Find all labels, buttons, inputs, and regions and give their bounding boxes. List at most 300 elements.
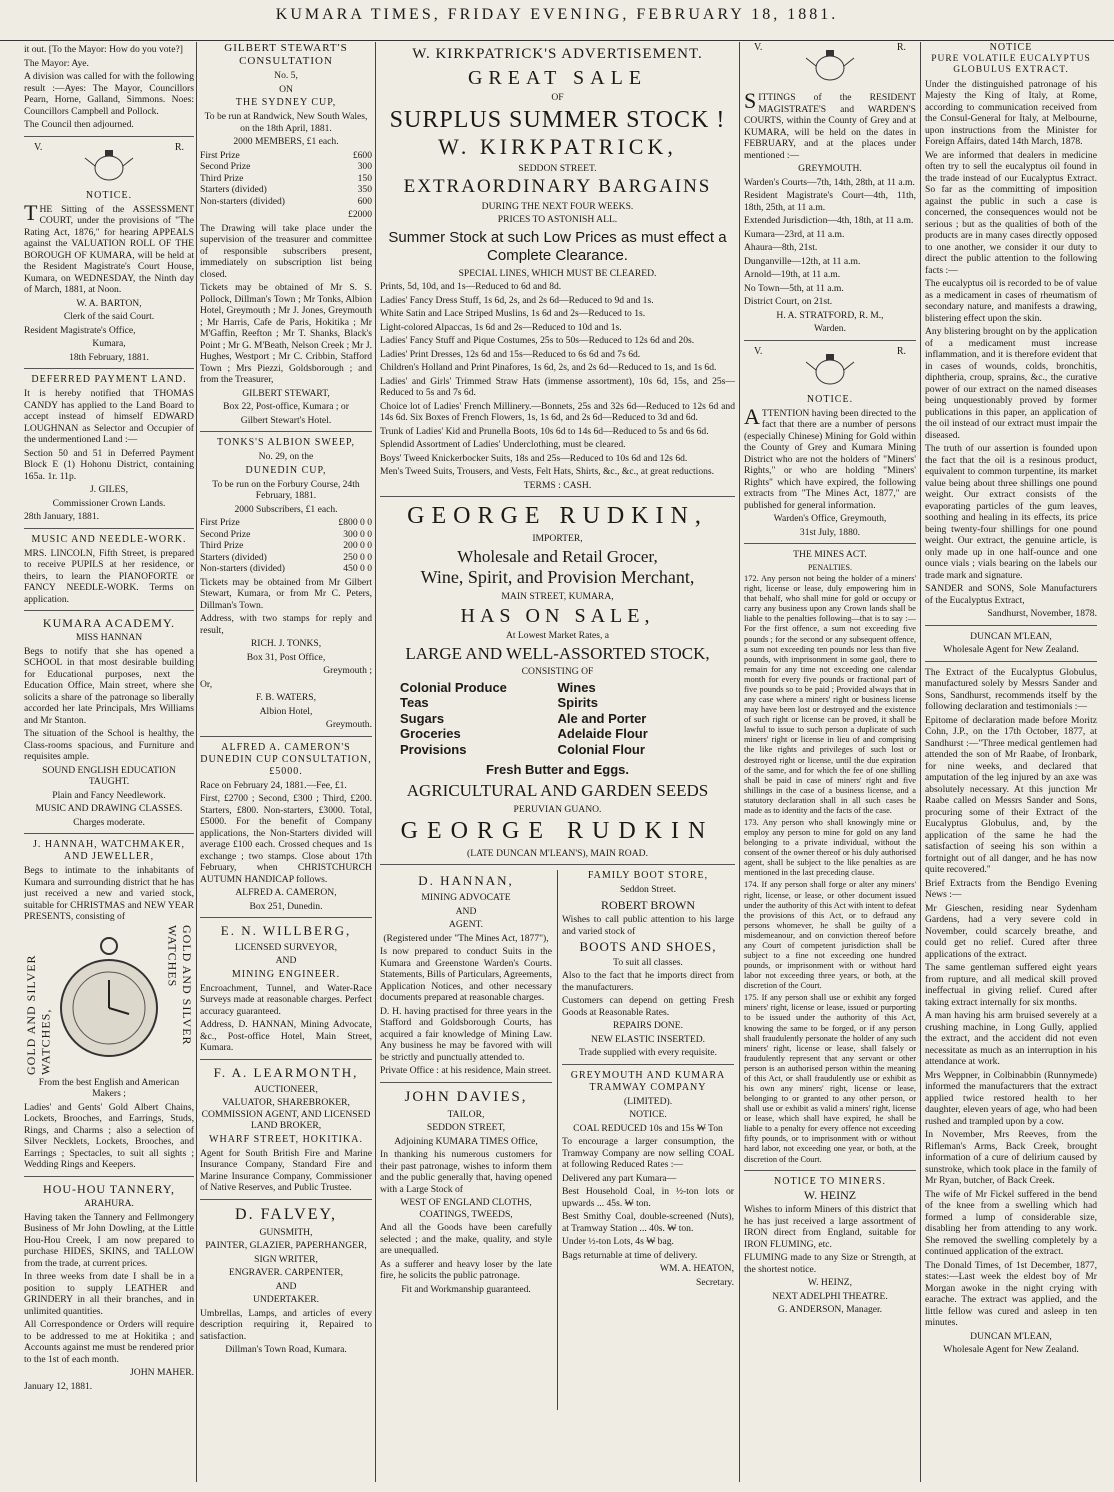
column-rule xyxy=(739,42,740,1482)
tram-ltd: (LIMITED). xyxy=(623,1095,673,1107)
prize-label: Second Prize xyxy=(200,528,251,540)
gs-no: No. 5, xyxy=(274,70,298,82)
notice-sign: 31st July, 1880. xyxy=(799,526,861,538)
notice-sign: W. A. BARTON, xyxy=(76,297,142,309)
hannan-sub: MINING ADVOCATE xyxy=(421,892,511,903)
notice-sign: Clerk of the said Court. xyxy=(63,311,155,322)
heinz-body: Wishes to inform Miners of this district that he has just received a large assortment of IRON direct from England, suitable for IRON FLUMING, etc. xyxy=(744,1204,916,1250)
price-line: Ladies' and Girls' Trimmed Straw Hats (immense assortment), 10s 6d, 15s, and 25s—Reduced to 5s and 7s 6d. xyxy=(380,375,735,399)
prize-value: 350 xyxy=(357,184,372,196)
divider xyxy=(24,833,194,834)
tonks-sign: Albion Hotel, xyxy=(259,705,313,717)
tonks-sign: Or, xyxy=(200,678,213,690)
prize-label: Starters (divided) xyxy=(200,184,267,196)
vr-heading: V. R. xyxy=(744,42,916,90)
hannan-title: D. HANNAN, xyxy=(418,873,514,889)
agent-name: DUNCAN M'LEAN, xyxy=(970,1330,1052,1342)
divider xyxy=(380,1082,552,1083)
mines-act-clause: 173. Any person who shall knowingly mine or employ any person to mine for gold on any land belonging to a private individual, without the consent of the owner thereof or his duly authorised agent, shall be subject to the like penalties as are mentioned in the last preceding clause. xyxy=(744,817,916,878)
prize-row xyxy=(200,529,372,541)
eucalyptus-sign: Sandhurst, November, 1878. xyxy=(987,608,1097,620)
cameron-body: First, £2700 ; Second, £300 ; Third, £200. Starters, £800. Non-starters, £3000. Total, £5000. For the benefit of Company applications, the Non-Starters divided will average £100 each. Crossed cheques and 1s exchange ; two stamps. Close about 17th February, when CHRISTCHURCH AUTUMN HANDICAP follows. xyxy=(200,793,372,885)
price-line: White Satin and Lace Striped Muslins, 1s 6d and 2s—Reduced to 1s. xyxy=(380,308,646,320)
prize-row xyxy=(200,563,372,575)
eucalyptus-notice: NOTICE xyxy=(989,42,1033,53)
sittings-line: No Town—5th, at 11 a.m. xyxy=(744,282,844,294)
four-weeks: DURING THE NEXT FOUR WEEKS. xyxy=(481,200,634,212)
tonks-title: TONKS'S ALBION SWEEP, xyxy=(217,437,355,449)
tram-line: Delivered any part Kumara— xyxy=(562,1172,677,1184)
prize-label: Non-starters (divided) xyxy=(200,563,285,575)
of-label: OF xyxy=(551,92,564,103)
lowest-rates: At Lowest Market Rates, a xyxy=(505,630,610,642)
sittings-sign: H. A. STRATFORD, R. M., xyxy=(776,309,884,321)
davies-body: As a sufferer and heavy loser by the late fire, he solicits the public patronage. xyxy=(380,1258,552,1281)
hannan-and: AND xyxy=(455,905,477,917)
hannan-agent: AGENT. xyxy=(448,919,484,930)
prize-value: 200 0 0 xyxy=(343,540,372,552)
sittings-sign: Warden. xyxy=(814,323,846,334)
hannan-body: D. H. having practised for three years in the Stafford and Goldsborough Courts, has acquired a fair knowledge of Mining Law. Any business he may be favored with will be strictly and punctually attended to. xyxy=(380,1005,552,1063)
boot-repairs: REPAIRS DONE. xyxy=(612,1020,683,1032)
divider xyxy=(744,543,916,544)
gs-body: The Drawing will take place under the supervision of the treasurer and committee of responsible subscribers present, immediately on subscription list being closed. xyxy=(200,222,372,280)
divider xyxy=(200,1059,372,1060)
tram-sign: WM. A. HEATON, xyxy=(659,1263,734,1275)
tonks-body: Address, with two stamps for reply and result, xyxy=(200,613,372,636)
tonks-sign: Greymouth ; xyxy=(323,665,372,677)
music-body: MRS. LINCOLN, Fifth Street, is prepared to receive PUPILS at her residence, or theirs, to learn the PIANOFORTE or FANCY NEEDLE-WORK. Terms on application. xyxy=(24,547,194,605)
sittings-line: Resident Magistrate's Court—4th, 11th, 18th, 25th, at 11 a.m. xyxy=(744,190,916,213)
boot-body: Customers can depend on getting Fresh Goods at Reasonable Rates. xyxy=(562,995,734,1018)
learmonth-address: WHARF STREET, HOKITIKA. xyxy=(209,1133,363,1145)
tannery-body: All Correspondence or Orders will require to be addressed to me at Hokitika ; and Accounts against me must be rendered prior to the 1st of each month. xyxy=(24,1319,194,1365)
price-line: Men's Tweed Suits, Trousers, and Vests, Felt Hats, Shirts, &c., &c., at great reductions. xyxy=(380,466,715,478)
davies-body: And all the Goods have been carefully selected ; and the make, quality, and style are unequalled. xyxy=(380,1222,552,1256)
royal-crest-icon xyxy=(77,146,141,186)
tonks-no: No. 29, on the xyxy=(258,451,314,463)
agent-name: DUNCAN M'LEAN, xyxy=(970,630,1052,642)
prize-row xyxy=(200,161,372,173)
boot-suit: To suit all classes. xyxy=(613,956,683,968)
academy-line: Plain and Fancy Needlework. xyxy=(52,789,166,801)
tonks-sign: RICH. J. TONKS, xyxy=(250,638,322,650)
agent-sub: Wholesale Agent for New Zealand. xyxy=(943,644,1079,656)
column-2 xyxy=(200,42,372,1482)
prize-value: £800 0 0 xyxy=(338,517,372,529)
column-4 xyxy=(744,42,916,1482)
cameron-sign: ALFRED A. CAMERON, xyxy=(235,887,337,899)
eucalyptus-body: Mr Gieschen, residing near Sydenham Gardens, had a very severe cold in November, could scarcely breathe, and could get no relief. Cured after three applications of the extract. xyxy=(925,902,1097,960)
kirkpatrick-title: W. KIRKPATRICK'S ADVERTISEMENT. xyxy=(412,46,703,62)
cameron-sign: Box 251, Dunedin. xyxy=(249,900,323,912)
tonks-body: Tickets may be obtained from Mr Gilbert Stewart, Kumara, or from Mr C. Peters, Dillman's Town. xyxy=(200,576,372,611)
davies-body: In thanking his numerous customers for their past patronage, wishes to inform them and the public generally that, having opened with a Large Stock of xyxy=(380,1149,552,1195)
divider xyxy=(24,368,194,369)
eucalyptus-body: The truth of our assertion is founded upon the fact that the oil is a resinous product, equivalent to common turpentine, its market value being about three shillings one pound weight. Our extract consists of the evaporating particles of the gum leaves, soothing and healing in its effects, its price being twenty-four shillings for one pound weight. Our extract, the genuine article, is only made up in one half-ounce and one ounce vials ; vials bearing on the labels our trade mark and signature. xyxy=(925,443,1097,581)
notice-sign: Kumara, xyxy=(92,338,126,349)
davies-title: JOHN DAVIES, xyxy=(404,1088,528,1105)
notice-sign: Resident Magistrate's Office, xyxy=(24,324,136,336)
boot-shoes: BOOTS AND SHOES, xyxy=(579,939,717,955)
column-rule xyxy=(196,42,197,1482)
gs-run: To be run at Randwick, New South Wales, on the 18th April, 1881. xyxy=(204,111,368,134)
gs-prize-table xyxy=(200,150,372,208)
prize-value: 250 0 0 xyxy=(343,551,372,563)
bargains-heading: EXTRAORDINARY BARGAINS xyxy=(403,176,712,198)
consisting-of: CONSISTING OF xyxy=(521,666,594,678)
kirkpatrick-price-list xyxy=(380,281,735,478)
on-sale: HAS ON SALE, xyxy=(460,605,655,628)
heinz-body: FLUMING made to any Size or Strength, at the shortest notice. xyxy=(744,1252,916,1275)
price-line: Ladies' Fancy Stuff and Pique Costumes, 25s to 50s—Reduced to 12s 6d and 20s. xyxy=(380,335,695,347)
prize-value: 450 0 0 xyxy=(343,563,372,575)
prize-label: Second Prize xyxy=(200,161,251,173)
eucalyptus-title: PURE VOLATILE EUCALYPTUS GLOBULUS EXTRACT. xyxy=(931,54,1091,76)
gs-total: £2000 xyxy=(348,209,372,221)
land-body: It is hereby notified that THOMAS CANDY has applied to the Land Board to accept instead of himself EDWARD LOUGHNAN as Selector and Occupier of the undermentioned Land :— xyxy=(24,388,194,445)
land-sign: 28th January, 1881. xyxy=(24,511,100,522)
sittings-body: SITTINGS of the RESIDENT MAGISTRATE'S and WARDEN'S COURTS, within the County of Grey and at KUMARA, will be held on the dates in FEBRUARY, and at the places under mentioned :— xyxy=(744,88,916,161)
miners-title: NOTICE TO MINERS. xyxy=(774,1175,886,1187)
eucalyptus-body: Epitome of declaration made before Moritz Cohn, J.P., on the 17th October, 1877, at Sandhurst :—"Three medical gentlemen had attended the son of Mr Raabe, of Ironbark, for nine weeks, and declared that amputation of the leg injured by an axe was absolutely necessary. At this junction Mr Raabe called on Messrs Sander and Sons, procuring some of their Extract of the Eucalyptus Globulus, and, by the application of the same he had the satisfaction of seeing his son within a fortnight out of all danger, and he has now quite recovered." xyxy=(925,714,1097,876)
hannan-body: Is now prepared to conduct Suits in the Kumara and Greenstone Warden's Courts. Statements, Bills of Particulars, Agreements, Application Notices, and other necessary documents prepared at reasonable charges. xyxy=(380,946,552,1003)
divider xyxy=(24,136,194,137)
divider xyxy=(24,1176,194,1177)
prize-label: Third Prize xyxy=(200,172,244,184)
heinz-sign: W. HEINZ, xyxy=(807,1277,853,1289)
divider xyxy=(200,1199,372,1200)
watch-body: Ladies' and Gents' Gold Albert Chains, Lockets, Brooches, and Earrings, Studs, Rings, and Charms ; also a selection of Silver Necklets, Lockets, Brooches, and Earrings ; Spectacles, to suit all sights ; Wedding Rings and Keepers. xyxy=(24,1101,194,1171)
watch-side-right: GOLD AND SILVER WATCHES xyxy=(165,924,194,1046)
boot-trade: Trade supplied with every requisite. xyxy=(579,1047,717,1059)
gs-cup: THE SYDNEY CUP, xyxy=(235,97,337,109)
council-line: The Mayor: Aye. xyxy=(24,57,89,69)
prize-row xyxy=(200,552,372,564)
tannery-body: Having taken the Tannery and Fellmongery Business of Mr John Dowling, at the Little Hou-Hou Creek, I am now prepared to purchase HIDES, SKINS, and TALLOW from the trade, at current prices. xyxy=(24,1211,194,1269)
price-line: Choice lot of Ladies' French Millinery.—Bonnets, 25s and 32s 6d—Reduced to 12s 6d and 14s 6d. Six Boxes of French Flowers, 1s, 1s 6d, and 2s 6d—Reduced to 3d and 6d. xyxy=(380,400,735,424)
tonks-sign: Greymouth. xyxy=(325,719,372,731)
prize-value: £600 xyxy=(352,149,372,161)
terms: TERMS : CASH. xyxy=(523,479,592,491)
price-line: Prints, 5d, 10d, and 1s—Reduced to 6d and 8d. xyxy=(380,281,562,293)
gs-on: ON xyxy=(279,83,293,95)
tram-line: Best Smithy Coal, double-screened (Nuts), at Tramway Station ... 40s. ₩ ton. xyxy=(562,1211,734,1234)
hannan-body: Private Office : at his residence, Main street. xyxy=(380,1065,552,1076)
council-line: it out. [To the Mayor: How do you vote?] xyxy=(24,44,183,55)
prize-value: 300 0 0 xyxy=(343,528,372,540)
tannery-body: In three weeks from date I shall be in a position to supply LEATHER and GRINDERY in all their branches, and in unlimited quantities. xyxy=(24,1271,194,1317)
boot-tram-column xyxy=(562,870,734,1290)
divider xyxy=(744,340,916,341)
falvey-sub: GUNSMITH, xyxy=(259,1226,313,1238)
council-line: A division was called for with the following result :—Ayes: The Mayor, Councillors Pearn, Horne, Galland, Simmons. Noes: Councillors Campbell and Pollock. xyxy=(24,71,194,117)
divider xyxy=(200,736,372,737)
tram-body: To encourage a larger consumption, the Tramway Company are now selling COAL at following Reduced Rates :— xyxy=(562,1136,734,1171)
divider xyxy=(380,864,735,865)
academy-line: Charges moderate. xyxy=(73,816,145,828)
eucalyptus-body: The eucalyptus oil is recorded to be of value as a medicament in cases of rheumatism of secondary nature, and manifests a drawing, blistering effect upon the skin. xyxy=(925,278,1097,324)
willberg-and: AND xyxy=(275,955,297,967)
davies-adjoining: Adjoining KUMARA TIMES Office, xyxy=(394,1135,538,1147)
hannan-reg: (Registered under "The Mines Act, 1877"), xyxy=(383,932,549,944)
prize-row xyxy=(200,517,372,529)
price-line: Boys' Tweed Knickerbocker Suits, 18s and 25s—Reduced to 10s 6d and 12s 6d. xyxy=(380,452,688,464)
tannery-title: HOU-HOU TANNERY, xyxy=(43,1181,175,1196)
tonks-sign: Box 31, Post Office, xyxy=(246,651,326,663)
eucalyptus-body: We are informed that dealers in medicine often try to sell the eucalyptus oil found in the trade instead of our Eucalyptus Extract. So far as the committing of imposition against the public in such a case is concerned, the consequences would not be serious ; but as the qualities of both of the products are in many cases directly opposed to one another, we consider it our duty to direct the public attention to the following facts :— xyxy=(925,149,1097,276)
willberg-body: Encroachment, Tunnel, and Water-Race Surveys made at reasonable charges. Perfect accuracy guaranteed. xyxy=(200,982,372,1017)
gs-body: Tickets may be obtained of Mr S. S. Pollock, Dillman's Town ; Mr Tonks, Albion Hotel, Greymouth ; Mr J. Jones, Greymouth ; Mr Harris, Cafe de Paris, Hokitika ; Mr M'Gaffin, Reefton ; Mr T. Shanks, Black's Point ; Mr G. M'Beath, Nelson Creek ; Mr J. Hughes, Westport ; Mr C. Cribbin, Stafford Town ; Mrs Piezzi, Goldsborough ; and from the Treasurer, xyxy=(200,282,372,386)
large-stock: LARGE AND WELL-ASSORTED STOCK, xyxy=(405,643,710,663)
learmonth-body: VALUATOR, SHAREBROKER, COMMISSION AGENT, AND LICENSED LAND BROKER, xyxy=(201,1097,371,1132)
eucalyptus-body: The Extract of the Eucalyptus Globulus, manufactured solely by Messrs Sander and Sons, Sandhurst, recommends itself by the following declaration and testimonials :— xyxy=(925,666,1097,713)
eucalyptus-body: In November, Mrs Reeves, from the Rifleman's Arms, Back Creek, brought information of a cure of delirium caused by sunstroke, which took place in the family of Mr Ryan, butcher, of Back Creek. xyxy=(925,1129,1097,1187)
mines-act-title: THE MINES ACT. xyxy=(793,549,867,560)
sittings-line: Extended Jurisdiction—4th, 18th, at 11 a.m. xyxy=(744,215,914,226)
price-line: Ladies' Print Dresses, 12s 6d and 15s—Reduced to 6s 6d and 7s 6d. xyxy=(380,348,641,360)
divider xyxy=(744,1170,916,1171)
notice-body: ATTENTION having been directed to the fact that there are a number of persons (especially Chinese) Mining for Gold within the County of Grey and Kumara Mining District who are not the holders of "Miners' Rights," or who are holding "Miners' Rights" which have expired, the following extracts from "The Mines Act, 1877," are published for general information. xyxy=(744,403,916,511)
eucalyptus-body: The Donald Times, of 1st December, 1877, states:—Last week the eldest boy of Mr Morgan awoke in the night crying with earache. The extract was applied, and the little fellow was cured and asleep in ten minutes. xyxy=(925,1259,1097,1329)
sittings-line: District Court, on 21st. xyxy=(744,296,833,307)
tonks-subs: 2000 Subscribers, £1 each. xyxy=(234,503,338,515)
divider xyxy=(925,661,1097,662)
tram-line: Best Household Coal, in ½-ton lots or upwards ... 45s. ₩ ton. xyxy=(562,1186,734,1209)
falvey-title: D. FALVEY, xyxy=(235,1205,337,1223)
notice-sign: Warden's Office, Greymouth, xyxy=(773,513,887,524)
gs-sign: Box 22, Post-office, Kumara ; or xyxy=(223,401,349,413)
mines-act-clause: 172. Any person not being the holder of a miners' right, license or lease, duly empowering him in that behalf, who shall mine for gold or occupy or carry any business upon any Crown lands shall be liable to the penalties following—that is to say :—For the first offence, a sum not exceeding five pounds ; for the second or any subsequent offence, a sum not exceeding ten pounds nor less than five pounds, with imprisonment in some gaol, there to remain for any time not exceeding one calendar month for every five pounds or fractional part of five pounds so to be paid ; Provided always that in any case where a miners' right or business license may have been lost or destroyed and the existence of such right or license can be proved, it shall be lawful to issue to such person a duplicate of such miners' right or license in lieu of and comprising the like rights and privileges of such lost or destroyed right or license, until the due expiration of the same, and for which the fee of one shilling shall be paid in case of miners' right and five shillings in the case of a business license, and a statutory declaration shall in all such cases be made as to identity and the facts of the case. xyxy=(744,574,916,815)
land-title: DEFERRED PAYMENT LAND. xyxy=(31,374,187,385)
falvey-body: PAINTER, GLAZIER, PAPERHANGER, xyxy=(205,1240,367,1252)
learmonth-body: Agent for South British Fire and Marine Insurance Company, Standard Fire and Marine Insurance Company, Commissioner of Native Reserves, and Public Trustee. xyxy=(200,1147,372,1194)
special-lines: SPECIAL LINES, WHICH MUST BE CLEARED. xyxy=(458,267,657,279)
eucalyptus-body: Any blistering brought on by the application of a medicament must increase inflammation, and it is therefore evident that in cases of wounds, colds, bronchitis, diphtheria, croup, sprains, &c., the curative power of our extract on the named diseases being unquestionably proved by former publications in this paper, an application of the oil instead of our extract must impair the diseased. xyxy=(925,326,1097,441)
gs-title: GILBERT STEWART'S CONSULTATION xyxy=(224,42,348,68)
tram-coal: COAL REDUCED 10s and 15s ₩ Ton xyxy=(573,1122,723,1134)
late-mclean: (LATE DUNCAN M'LEAN'S), MAIN ROAD. xyxy=(467,847,648,859)
willberg-body: Address, D. HANNAN, Mining Advocate, &c., Post-office Hotel, Main Street, Kumara. xyxy=(200,1019,372,1054)
surplus-heading: SURPLUS SUMMER STOCK ! xyxy=(389,106,726,133)
sittings-line: Warden's Courts—7th, 14th, 28th, at 11 a.m. xyxy=(744,176,915,188)
notice-sign: 18th February, 1881. xyxy=(69,351,149,363)
prize-row xyxy=(200,540,372,552)
sittings-line: Ahaura—8th, 21st. xyxy=(744,242,818,253)
vr-heading: V. R. xyxy=(744,346,916,394)
davies-street: SEDDON STREET, xyxy=(426,1122,506,1133)
boot-body: Wishes to call public attention to his large and varied stock of xyxy=(562,914,734,937)
eucalyptus-body: A man having his arm bruised severely at a crushing machine, in Long Gully, applied the extract, and the accident did not even necessitate as much as an interruption in his attendance at work. xyxy=(925,1010,1097,1068)
column-1 xyxy=(24,42,194,1482)
falvey-line: UNDERTAKER. xyxy=(252,1294,320,1306)
divider xyxy=(200,917,372,918)
sittings-line: Arnold—19th, at 11 a.m. xyxy=(744,269,841,280)
tram-sign: Secretary. xyxy=(696,1276,734,1288)
seeds-heading: AGRICULTURAL AND GARDEN SEEDS xyxy=(406,781,709,801)
tannery-date: January 12, 1881. xyxy=(24,1380,93,1392)
divider xyxy=(24,610,194,611)
divider xyxy=(380,496,735,497)
learmonth-title: F. A. LEARMONTH, xyxy=(213,1064,359,1080)
divider xyxy=(200,431,372,432)
learmonth-sub: AUCTIONEER, xyxy=(254,1083,318,1095)
notice-body: THE Sitting of the ASSESSMENT COURT, under the provisions of "The Rating Act, 1876," for hearing APPEALS against the VALUATION ROLL OF THE BOROUGH OF KUMARA, will be held at the Resident Magistrate's Court House, Kumara, on WEDNESDAY, the Ninth day of March, 1881, at Noon. xyxy=(24,199,194,295)
tonks-run: To be run on the Forbury Course, 24th February, 1881. xyxy=(212,478,360,502)
sittings-line: Kumara—23rd, at 11 a.m. xyxy=(744,228,845,240)
tram-line: Bags returnable at time of delivery. xyxy=(562,1249,698,1261)
cameron-title: ALFRED A. CAMERON'S DUNEDIN CUP CONSULTATION, £5000. xyxy=(200,741,372,777)
vr-heading: V. R. xyxy=(24,142,194,190)
sittings-list xyxy=(744,177,916,308)
tram-notice: NOTICE. xyxy=(629,1109,667,1121)
notice-title: NOTICE. xyxy=(85,189,133,201)
main-street: MAIN STREET, KUMARA, xyxy=(501,590,614,602)
eucalyptus-sign: SANDER and SONS, Sole Manufacturers of the Eucalyptus Extract, xyxy=(925,583,1097,606)
boot-title: FAMILY BOOT STORE, xyxy=(587,870,709,882)
boot-elastic: NEW ELASTIC INSERTED. xyxy=(590,1033,706,1045)
summer-heading: Summer Stock at such Low Prices as must effect a Complete Clearance. xyxy=(388,228,727,264)
divider xyxy=(24,528,194,529)
falvey-line: AND xyxy=(275,1280,297,1292)
prices-line: PRICES TO ASTONISH ALL. xyxy=(497,214,618,226)
eucalyptus-body: The wife of Mr Fickel suffered in the bend of the knee from a swelling which had formed a lump of considerable size, disabling her from attending to any work. She removed the swelling completely by a continued application of the extract. xyxy=(925,1188,1097,1258)
willberg-title: E. N. WILLBERG, xyxy=(220,923,352,939)
sittings-greymouth: GREYMOUTH. xyxy=(798,163,862,174)
davies-fit: Fit and Workmanship guaranteed. xyxy=(401,1283,531,1295)
land-sign: Commissioner Crown Lands. xyxy=(52,497,166,509)
prize-value: 600 xyxy=(357,195,372,207)
tonks-cup: DUNEDIN CUP, xyxy=(245,464,327,476)
heinz-manager: G. ANDERSON, Manager. xyxy=(777,1304,883,1316)
price-line: Ladies' Fancy Dress Stuff, 1s 6d, 2s, and 2s 6d—Reduced to 9d and 1s. xyxy=(380,294,654,306)
davies-cloth: WEST OF ENGLAND CLOTHS, COATINGS, TWEEDS, xyxy=(400,1197,532,1220)
gs-sign: GILBERT STEWART, xyxy=(242,387,330,399)
divider xyxy=(562,1064,734,1065)
academy-title: KUMARA ACADEMY. xyxy=(42,616,176,630)
prize-label: Starters (divided) xyxy=(200,551,267,563)
prize-row xyxy=(200,184,372,196)
academy-name: MISS HANNAN xyxy=(75,632,143,644)
falvey-address: Dillman's Town Road, Kumara. xyxy=(225,1344,347,1356)
land-section: Section 50 and 51 in Deferred Payment Block E (1) Hohonu District, containing 165a. 1r. 11p. xyxy=(24,447,194,482)
mines-act-clause: 174. If any person shall forge or alter any miners' right, license, or lease, or other document issued under the authority of this Act with intent to defeat the provisions of this Act, or to defraud any persons whomever, he shall be guilty of a misdemeanour, and on conviction thereof before any Court of competent jurisdiction shall be subject to a fine not exceeding one hundred pounds, or imprisonment with or without hard labor not exceeding three years, or both, at the discretion of the Court. xyxy=(744,880,916,991)
boot-name: ROBERT BROWN xyxy=(600,897,696,912)
eucalyptus-body: Brief Extracts from the Bendigo Evening News :— xyxy=(925,877,1097,901)
prize-row xyxy=(200,150,372,162)
prize-row xyxy=(200,173,372,185)
watch-body: From the best English and American Makers ; xyxy=(38,1076,180,1100)
column-rule xyxy=(375,42,376,1482)
column-rule xyxy=(920,42,921,1482)
prize-row xyxy=(200,196,372,208)
tram-line: Under ½-ton Lots, 4s ₩ bag. xyxy=(562,1236,674,1248)
eucalyptus-body: Mrs Weppner, in Colbinabbin (Runnymede) informed the manufacturers that the extract applied twice restored health to her daughter, eleven years of age, who had been rushed and trampled upon by a cow. xyxy=(925,1069,1097,1127)
hannan-davies-column xyxy=(380,870,552,1297)
mines-act-penalties: PENALTIES. xyxy=(808,562,852,572)
watch-body: Begs to intimate to the inhabitants of Kumara and surrounding district that he has just received a new and varied stock, suitable for CHRISTMAS and NEW YEAR PRESENTS, consisting of xyxy=(24,865,194,923)
prize-value: 150 xyxy=(357,172,372,184)
eucalyptus-body: Under the distinguished patronage of his Majesty the King of Italy, at Rome, according to communication received from the Consul-General for Italy, at Melbourne, upon instructions from the Minister for Foreign Affairs, dated 14th March, 1878. xyxy=(925,78,1097,148)
cameron-body: Race on February 24, 1881.—Fee, £1. xyxy=(200,779,347,791)
price-line: Trunk of Ladies' Kid and Prunella Boots, 10s 6d to 14s 6d—Reduced to 5s and 6s 6d. xyxy=(380,425,709,437)
academy-body: Begs to notify that she has opened a SCHOOL in that most desirable building for Educational purposes, next the Education Office, Main street, where she solicits a share of the patronage so liberally accorded her late Principals, Mrs Williams and Mr Stanton. xyxy=(24,645,194,726)
pocket-watch-icon xyxy=(54,930,164,1070)
music-title: MUSIC AND NEEDLE-WORK. xyxy=(31,533,187,545)
tram-title: GREYMOUTH AND KUMARA TRAMWAY COMPANY xyxy=(570,1069,726,1093)
rudkin-heading-2: GEORGE RUDKIN xyxy=(400,818,715,845)
mines-act-clause: 175. If any person shall use or exhibit any forged miners' right, license or lease, issued or purporting to be issued under the authority of this Act, knowing the same to be forged, or if any person shall fraudulently personate the holder of any such miners' right, license or lease, shall falsely or fraudulently represent that any servant or other person is an authorised person within the meaning of this Act, or shall fraudulently use or exhibit as his own any miners' right, license or lease, belonging to or granted to any other person, or shall use or exhibit as valid a miners' right, license or lease, which shall have expired, he shall be liable to a penalty for every offence not exceeding fifty pounds, or to imprisonment with or without hard labor, not exceeding one year, or both, at the discretion of the Court. xyxy=(744,993,916,1164)
falvey-line: SIGN WRITER, xyxy=(254,1253,318,1265)
col3-lower xyxy=(380,870,735,1410)
heinz-sign: NEXT ADELPHI THEATRE. xyxy=(772,1290,888,1302)
prize-label: Third Prize xyxy=(200,540,244,552)
masthead: KUMARA TIMES, FRIDAY EVENING, FEBRUARY 18, 1881. xyxy=(0,0,1114,41)
gs-members: 2000 MEMBERS, £1 each. xyxy=(233,136,339,148)
davies-sub: TAILOR, xyxy=(447,1108,485,1120)
agent-sub: Wholesale Agent for New Zealand. xyxy=(943,1344,1079,1356)
willberg-sub: LICENSED SURVEYOR, xyxy=(234,941,338,953)
watch-illustration xyxy=(24,925,194,1075)
tannery-sign: JOHN MAHER. xyxy=(130,1367,194,1379)
boot-street: Seddon Street. xyxy=(620,884,676,896)
tannery-sub: ARAHURA. xyxy=(84,1198,134,1210)
rudkin-heading: GEORGE RUDKIN, xyxy=(407,503,708,530)
prize-label: First Prize xyxy=(200,149,240,161)
guano: PERUVIAN GUANO. xyxy=(513,803,602,815)
eucalyptus-body: The same gentleman suffered eight years from rupture, and all medical skill proved ineffectual in giving relief. Cured after taking extract internally for six months. xyxy=(925,962,1097,1008)
grocer: Wholesale and Retail Grocer, xyxy=(457,546,658,566)
seddon-street: SEDDON STREET. xyxy=(518,162,597,174)
butter-eggs: Fresh Butter and Eggs. xyxy=(485,761,630,777)
royal-crest-icon xyxy=(798,46,862,86)
prize-label: First Prize xyxy=(200,517,240,529)
wine-merchant: Wine, Spirit, and Provision Merchant, xyxy=(420,567,695,588)
tonks-prize-table xyxy=(200,517,372,575)
column-3 xyxy=(380,42,735,1482)
tonks-sign: F. B. WATERS, xyxy=(255,692,317,704)
price-line: Light-colored Alpaccas, 1s 6d and 2s—Reduced to 10d and 1s. xyxy=(380,321,622,333)
heinz-name: W. HEINZ xyxy=(803,1187,857,1202)
column-5 xyxy=(925,42,1097,1482)
academy-body: The situation of the School is healthy, the Class-rooms spacious, and Furniture and requisites ample. xyxy=(24,728,194,763)
column-rule xyxy=(557,870,558,1410)
watch-side-left: GOLD AND SILVER WATCHES, xyxy=(24,954,53,1075)
boot-body: Also to the fact that he imports direct from the manufacturers. xyxy=(562,970,734,993)
divider xyxy=(925,625,1097,626)
price-line: Splendid Assortment of Ladies' Underclothing, must be cleared. xyxy=(380,439,626,451)
royal-crest-icon xyxy=(798,350,862,390)
importer: IMPORTER, xyxy=(532,533,583,545)
watch-title: J. HANNAH, WATCHMAKER, AND JEWELLER, xyxy=(32,839,186,863)
notice-title: NOTICE. xyxy=(806,393,854,405)
council-line: The Council then adjourned. xyxy=(24,119,134,130)
academy-line: MUSIC AND DRAWING CLASSES. xyxy=(35,803,183,815)
falvey-body: Umbrellas, Lamps, and articles of every description requiring it, Repaired to satisfaction. xyxy=(200,1307,372,1342)
kirkpatrick-name: W. KIRKPATRICK, xyxy=(438,134,677,160)
sittings-line: Dunganville—12th, at 11 a.m. xyxy=(744,255,861,267)
willberg-sub2: MINING ENGINEER. xyxy=(231,968,341,980)
falvey-line: ENGRAVER. CARPENTER, xyxy=(228,1267,344,1279)
prize-label: Non-starters (divided) xyxy=(200,195,285,207)
goods-list: Colonial Produce Teas Sugars Groceries Provisions Wines Spirits Ale and Porter Adelaide Flour Colonial Flour xyxy=(400,679,648,758)
price-line: Children's Holland and Print Pinafores, 1s 6d, 2s, and 2s 6d—Reduced to 1s, and 1s 6d. xyxy=(380,362,717,374)
prize-value: 300 xyxy=(357,161,372,173)
land-sign: J. GILES, xyxy=(89,484,129,495)
gs-sign: Gilbert Stewart's Hotel. xyxy=(240,414,332,426)
great-sale: GREAT SALE xyxy=(467,67,648,89)
academy-line: SOUND ENGLISH EDUCATION TAUGHT. xyxy=(42,764,176,788)
